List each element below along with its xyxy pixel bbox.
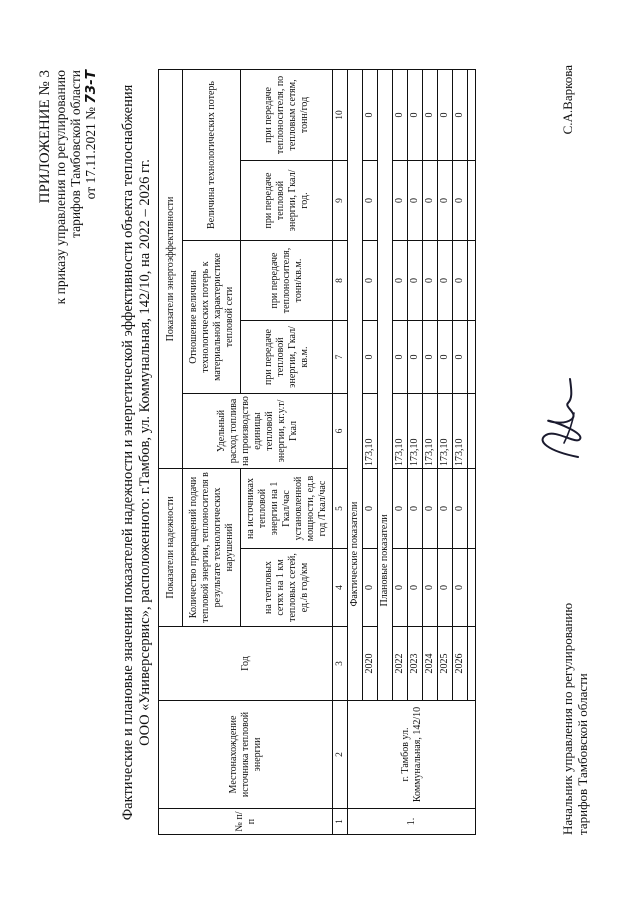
col-number: 7 [333,320,348,393]
header-networks: на тепловых сетях на 1 км тепловых сетей, ед./в год/км [241,549,333,627]
value-cell: 0 [453,69,468,160]
value-cell: 0 [393,69,408,160]
value-cell: 0 [393,468,408,548]
handwritten-signature [528,375,598,465]
title-line-1: Фактические и плановые значения показателей надежности и энергетической эффективности объекта теплоснабжения [120,84,136,821]
source-location: г. Тамбов ул. Коммунальная, 142/10 [348,701,476,809]
header-losses-energy: при передаче тепловой энергии, Гкал/год. [241,160,333,240]
col-number: 8 [333,240,348,320]
value-cell: 0 [363,160,378,240]
year-cell: 2020 [363,627,378,701]
value-cell: 0 [393,320,408,393]
header-fuel: Удельный расход топлива на производство единицы тепловой энергии, кг.у.т/Гкал [183,393,333,468]
col-number: 4 [333,549,348,627]
value-cell: 0 [438,320,453,393]
col-number: 1 [333,809,348,835]
value-cell: 0 [423,240,438,320]
value-cell: 0 [438,160,453,240]
value-cell: 0 [438,240,453,320]
value-cell: 0 [423,160,438,240]
title-line-2: ООО «Универсервис», расположенного: г.Тамбов, ул. Коммунальная, 142/10, на 2022 – 2026 гг. [137,159,153,746]
col-number: 2 [333,701,348,809]
value-cell: 0 [408,468,423,548]
value-cell: 173,10 [438,393,453,468]
signatory-position [560,603,590,835]
position-line-1: Начальник управления по регулированию [560,602,575,835]
col-number: 6 [333,393,348,468]
value-cell: 0 [363,549,378,627]
header-efficiency: Показатели энергоэффективности [159,69,183,468]
section-actual: Фактические показатели [348,69,363,626]
col-number: 3 [333,627,348,701]
header-losses: Величина технологических потерь [183,69,241,240]
year-cell: 2026 [453,627,468,701]
col-number: 9 [333,160,348,240]
value-cell: 0 [408,69,423,160]
value-cell: 0 [438,549,453,627]
value-cell: 0 [453,549,468,627]
appendix-title: ПРИЛОЖЕНИЕ № 3 [37,70,53,204]
year-cell: 2023 [408,627,423,701]
signatory-name: С.А.Варкова [560,65,575,135]
value-cell: 0 [453,240,468,320]
header-ratio-energy: при передаче тепловой энергии, Гкал/кв.м. [241,320,333,393]
value-cell: 0 [408,549,423,627]
value-cell: 0 [408,160,423,240]
section-plan: Плановые показатели [378,69,393,626]
header-interruptions: Количество прекращений подачи тепловой энергии, теплоносителя в результате технологических нарушений [183,468,241,626]
header-line-2: тарифов Тамбовской области [68,70,83,238]
document-title [120,60,154,845]
value-cell: 0 [408,320,423,393]
col-number: 5 [333,468,348,548]
year-cell: 2024 [423,627,438,701]
header-ratio-carrier: при передаче теплоносителя, тонн/кв.м. [241,240,333,320]
column-numbers-row [333,69,348,834]
position-line-2: тарифов Тамбовской области [575,673,590,835]
value-cell: 0 [438,468,453,548]
header-line-1: к приказу управления по регулированию [53,70,68,305]
header-sources: на источниках тепловой энергии на 1 Гкал/час установленной мощности, ед.в год /Гкал/час [241,468,333,548]
header-year: Год [159,627,333,701]
header-date: от 17.11.2021 № [83,106,98,200]
col-number: 10 [333,69,348,160]
header-reliability: Показатели надежности [159,468,183,626]
value-cell: 0 [393,240,408,320]
value-cell: 173,10 [393,393,408,468]
value-cell: 0 [408,240,423,320]
value-cell: 0 [423,468,438,548]
value-cell: 173,10 [453,393,468,468]
value-cell: 0 [423,69,438,160]
value-cell: 0 [363,69,378,160]
order-number: 73-Т [83,70,99,104]
value-cell: 0 [453,468,468,548]
value-cell: 0 [363,468,378,548]
value-cell: 0 [393,549,408,627]
value-cell: 173,10 [363,393,378,468]
year-cell: 2022 [393,627,408,701]
value-cell: 173,10 [408,393,423,468]
year-cell: 2025 [438,627,453,701]
order-header [38,70,99,304]
value-cell: 0 [393,160,408,240]
header-num: № п/п [159,809,333,835]
value-cell: 0 [438,69,453,160]
value-cell: 0 [363,240,378,320]
indicators-table [158,69,476,835]
header-ratio: Отношение величины технологических потерь к материальной характеристике тепловой сети [183,240,241,393]
header-losses-carrier: при передаче теплоносителя, по тепловым сетям, тонн/год [241,69,333,160]
row-number: 1. [348,809,476,835]
value-cell: 0 [363,320,378,393]
header-location: Местонахождение источника тепловой энергии [159,701,333,809]
value-cell: 0 [453,160,468,240]
value-cell: 0 [423,549,438,627]
value-cell: 0 [423,320,438,393]
value-cell: 173,10 [423,393,438,468]
value-cell: 0 [453,320,468,393]
header-date-line [83,70,99,304]
